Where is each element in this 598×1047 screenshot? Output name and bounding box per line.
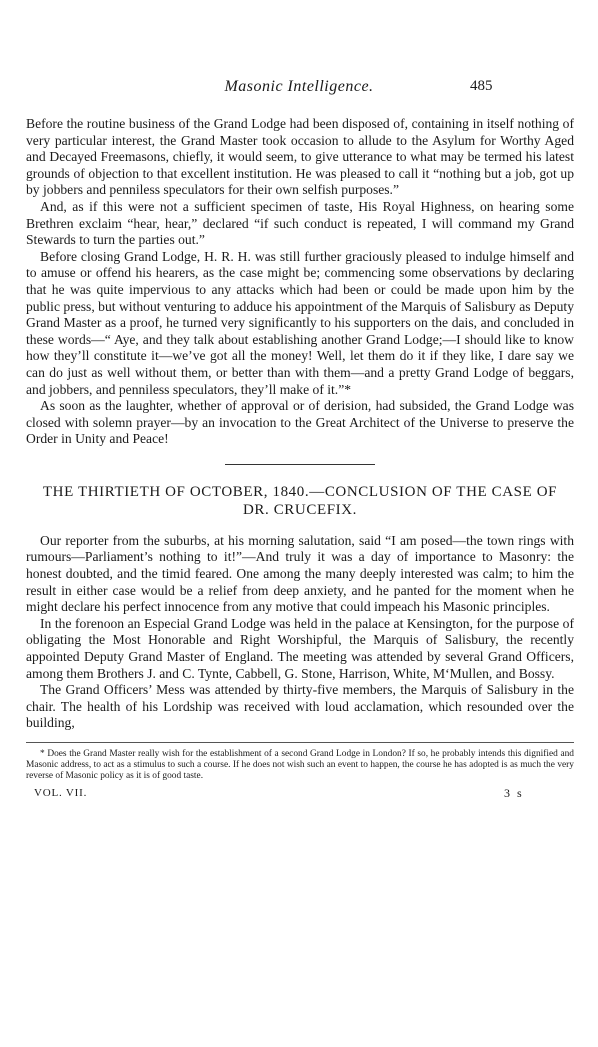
paragraph: And, as if this were not a sufficient specimen of taste, His Royal Highness, on hearing some Brethren exclaim “hear, hear,” declared “if such conduct is repeated, I will command my Grand Stewards to turn the parties out.” <box>26 198 574 248</box>
signature-line <box>26 785 574 801</box>
paragraph: Before closing Grand Lodge, H. R. H. was still further graciously pleased to indulge himself and to amuse or offend his hearers, as the case might be; commencing some observations by declaring that he was quite impervious to any attacks which had been or could be made upon him by the public press, but without venturing to adduce his appointment of the Marquis of Salisbury as Deputy Grand Master as a proof, he turned very significantly to his supporters on the dais, and concluded in these words—“ Aye, and they talk about establishing another Grand Lodge;—I should like to know how they’ll constitute it—we’ve got all the money! Well, let them do it if they like, I dare say we can do just as well without them, or better than with them—and a pretty Grand Lodge of beggars, and jobbers, and penniless speculators, they’ll make of it.”* <box>26 248 574 397</box>
paragraph: Before the routine business of the Grand Lodge had been disposed of, containing in itself nothing of very particular interest, the Grand Master took occasion to allude to the Asylum for Worthy Aged and Decayed Freemasons, chiefly, it would seem, to give utterance to what may be termed his latest grounds of objection to that excellent institution. He was pleased to call it “nothing but a job, got up by jobbers and penniless speculators for their own selfish purposes.” <box>26 116 574 198</box>
running-title: Masonic Intelligence. <box>224 78 374 95</box>
section-divider <box>225 464 375 465</box>
paragraph: The Grand Officers’ Mess was attended by thirty-five members, the Marquis of Salisbury in the chair. The health of his Lordship was received with loud acclamation, which resounded over the building, <box>26 682 574 731</box>
page-header <box>0 78 598 102</box>
article-body <box>26 116 574 801</box>
paragraph: In the forenoon an Especial Grand Lodge was held in the palace at Kensington, for the purpose of obligating the Most Honorable and Right Worshipful, the Marquis of Salisbury, the recently appointed Deputy Grand Master of England. The meeting was attended by several Grand Officers, among them Brothers J. and C. Tynte, Cabbell, G. Stone, Harrison, White, M‘Mullen, and Bossy. <box>26 615 574 681</box>
page-number: 485 <box>470 78 493 94</box>
section-heading: THE THIRTIETH OF OCTOBER, 1840.—CONCLUSION OF THE CASE OF DR. CRUCEFIX. <box>42 483 558 518</box>
footnote-divider <box>26 742 574 743</box>
paragraph: Our reporter from the suburbs, at his morning salutation, said “I am posed—the town rings with rumours—Parliament’s nothing to it!”—And truly it was a day of importance to Masonry: the honest doubted, and the timid feared. One among the many deeply interested was calm; to him the result in either case would be a relief from deep anxiety, and he panted for the moment when he might declare his perfect innocence from any motive that could impeach his Masonic principles. <box>26 532 574 615</box>
footnote: * Does the Grand Master really wish for the establishment of a second Grand Lodge in London? If so, he probably intends this dignified and Masonic address, to act as a stimulus to such a course. If he does not wish such an event to happen, the course he has adopted is as much the very reverse of Masonic policy as it is of good taste. <box>26 749 574 782</box>
paragraph: As soon as the laughter, whether of approval or of derision, had subsided, the Grand Lodge was closed with solemn prayer—by an invocation to the Great Architect of the Universe to preserve the Order in Unity and Peace! <box>26 398 574 447</box>
signature-mark: 3 s <box>504 785 524 800</box>
volume-label: VOL. VII. <box>34 786 88 799</box>
